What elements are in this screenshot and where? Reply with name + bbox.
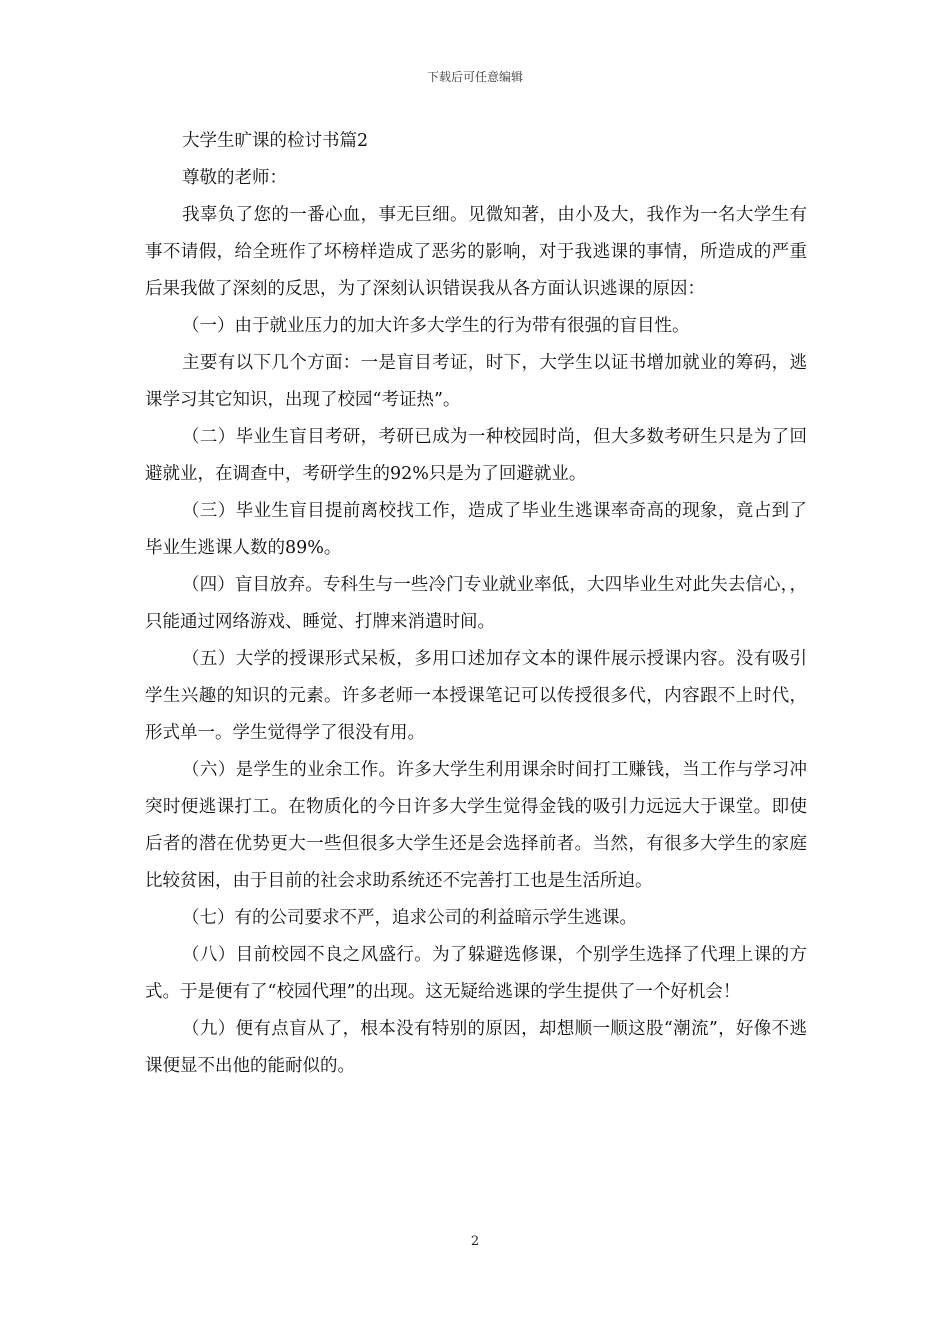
paragraph-6: （六）是学生的业余工作。许多大学生利用课余时间打工赚钱，当工作与学习冲突时便逃课打工。在物质化的今日许多大学生觉得金钱的吸引力远远大于课堂。即使后者的潜在优势更大一些但很多大学生还是会选择前者。当然，有很多大学生的家庭比较贫困，由于目前的社会求助系统还不完善打工也是生活所迫。	[145, 760, 807, 891]
paragraph-1-detail: 主要有以下几个方面：一是盲目考证，时下，大学生以证书增加就业的筹码，逃课学习其它知识，出现了校园“考证热”。	[145, 353, 807, 410]
paragraph-3: （三）毕业生盲目提前离校找工作，造成了毕业生逃课率奇高的现象，竟占到了毕业生逃课人数的89%。	[145, 501, 807, 558]
paragraph-2: （二）毕业生盲目考研，考研已成为一种校园时尚，但大多数考研生只是为了回避就业，在调查中，考研学生的92%只是为了回避就业。	[145, 427, 807, 484]
paragraph-7: （七）有的公司要求不严，追求公司的利益暗示学生逃课。	[182, 908, 637, 928]
paragraph-4: （四）盲目放弃。专科生与一些冷门专业就业率低，大四毕业生对此失去信心，，只能通过网络游戏、睡觉、打牌来消遣时间。	[145, 575, 807, 632]
paragraph-9: （九）便有点盲从了，根本没有特别的原因，却想顺一顺这股“潮流”，好像不逃课便显不出他的能耐似的。	[145, 1019, 807, 1076]
document-body	[145, 123, 807, 1085]
paragraph-1: （一）由于就业压力的加大许多大学生的行为带有很强的盲目性。	[182, 316, 690, 336]
paragraph-5: （五）大学的授课形式呆板，多用口述加存文本的课件展示授课内容。没有吸引学生兴趣的知识的元素。许多老师一本授课笔记可以传授很多代，内容跟不上时代，形式单一。学生觉得学了很没有用。	[145, 649, 807, 743]
page-number: 2	[470, 1234, 480, 1249]
header-note: 下载后可任意编辑	[426, 70, 523, 84]
document-title: 大学生旷课的检讨书篇2	[182, 131, 369, 151]
paragraph-intro: 我辜负了您的一番心血，事无巨细。见微知著，由小及大，我作为一名大学生有事不请假，给全班作了坏榜样造成了恶劣的影响，对于我逃课的事情，所造成的严重后果我做了深刻的反思，为了深刻认识错误我从各方面认识逃课的原因：	[145, 205, 807, 299]
paragraph-8: （八）目前校园不良之风盛行。为了躲避选修课，个别学生选择了代理上课的方式。于是便有了“校园代理”的出现。这无疑给逃课的学生提供了一个好机会！	[145, 945, 807, 1002]
salutation: 尊敬的老师：	[182, 168, 287, 188]
